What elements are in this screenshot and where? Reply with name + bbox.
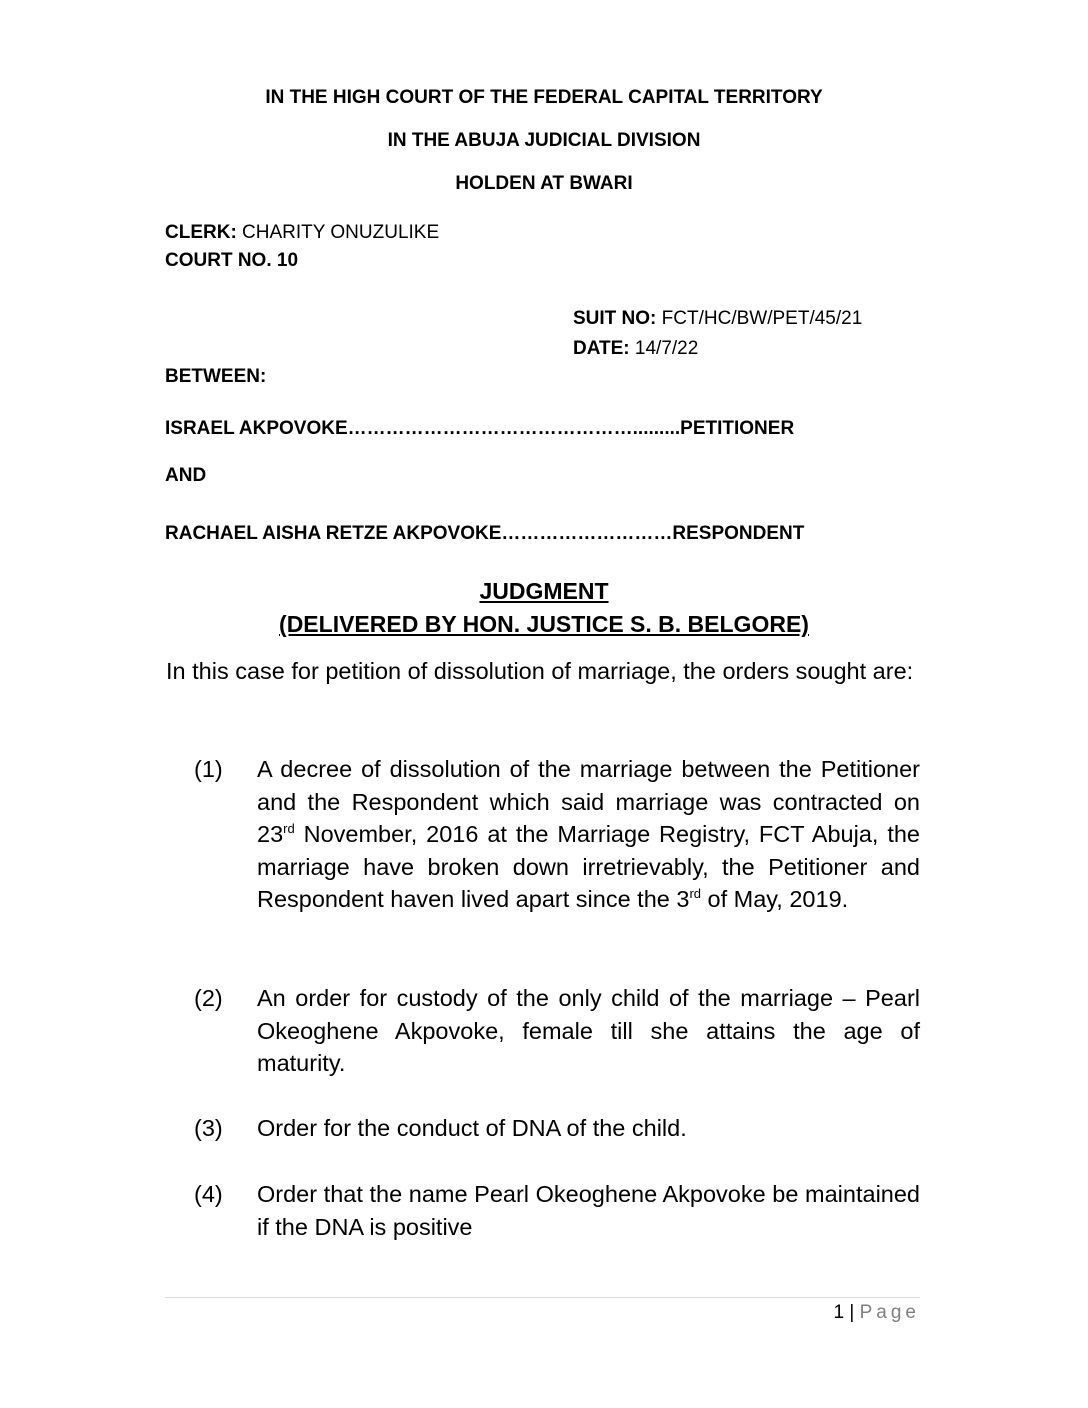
petitioner-line: ISRAEL AKPOVOKE……………………………………….........PETITIONER <box>165 418 795 439</box>
court-number-line <box>165 250 298 272</box>
ordinal-suffix: rd <box>689 886 701 902</box>
division-heading: IN THE ABUJA JUDICIAL DIVISION <box>387 130 701 151</box>
order-number: (3) <box>194 1115 223 1141</box>
footer-separator: | <box>844 1302 860 1323</box>
page-footer <box>834 1302 920 1324</box>
order-text: Order for the conduct of DNA of the child. <box>257 1115 687 1141</box>
order-text <box>257 753 920 916</box>
judgment-subtitle: (DELIVERED BY HON. JUSTICE S. B. BELGORE) <box>279 611 809 637</box>
order-text-part: A decree of dissolution of the marriage between the Petitioner and the Respondent which said marriage was contracted on 23 <box>257 756 920 847</box>
suit-number-line <box>573 308 862 330</box>
order-text-part: of May, 2019. <box>701 886 849 912</box>
order-text: An order for custody of the only child of the marriage – Pearl Okeoghene Akpovoke, female till she attains the age of maturity. <box>257 985 920 1076</box>
suit-value: FCT/HC/BW/PET/45/21 <box>656 308 863 329</box>
suit-label: SUIT NO: <box>573 308 657 329</box>
order-number: (2) <box>194 985 223 1011</box>
date-label: DATE: <box>573 338 630 359</box>
court-number: COURT NO. 10 <box>165 250 299 271</box>
holden-heading: HOLDEN AT BWARI <box>455 173 633 194</box>
between-label: BETWEEN: <box>165 366 267 387</box>
clerk-label: CLERK: <box>165 222 237 243</box>
judgment-title: JUDGMENT <box>479 578 609 604</box>
date-value: 14/7/22 <box>629 338 699 359</box>
date-line <box>573 338 698 360</box>
intro-paragraph: In this case for petition of dissolution of marriage, the orders sought are: <box>166 658 914 684</box>
clerk-value: CHARITY ONUZULIKE <box>236 222 440 243</box>
order-text-part: November, 2016 at the Marriage Registry, FCT Abuja, the marriage have broken down irretrievably, the Petitioner and Respondent haven lived apart since the 3 <box>257 821 920 912</box>
page-number: 1 <box>833 1302 845 1323</box>
page-word: Page <box>859 1302 920 1323</box>
respondent-line: RACHAEL AISHA RETZE AKPOVOKE………………………RESPONDENT <box>165 523 805 544</box>
court-heading: IN THE HIGH COURT OF THE FEDERAL CAPITAL TERRITORY <box>265 87 823 108</box>
clerk-line <box>165 222 439 244</box>
footer-divider <box>165 1297 920 1298</box>
order-text: Order that the name Pearl Okeoghene Akpovoke be maintained if the DNA is positive <box>257 1181 920 1240</box>
and-label: AND <box>165 465 207 486</box>
order-number: (4) <box>194 1181 223 1207</box>
order-number: (1) <box>194 756 223 782</box>
ordinal-suffix: rd <box>283 821 295 837</box>
